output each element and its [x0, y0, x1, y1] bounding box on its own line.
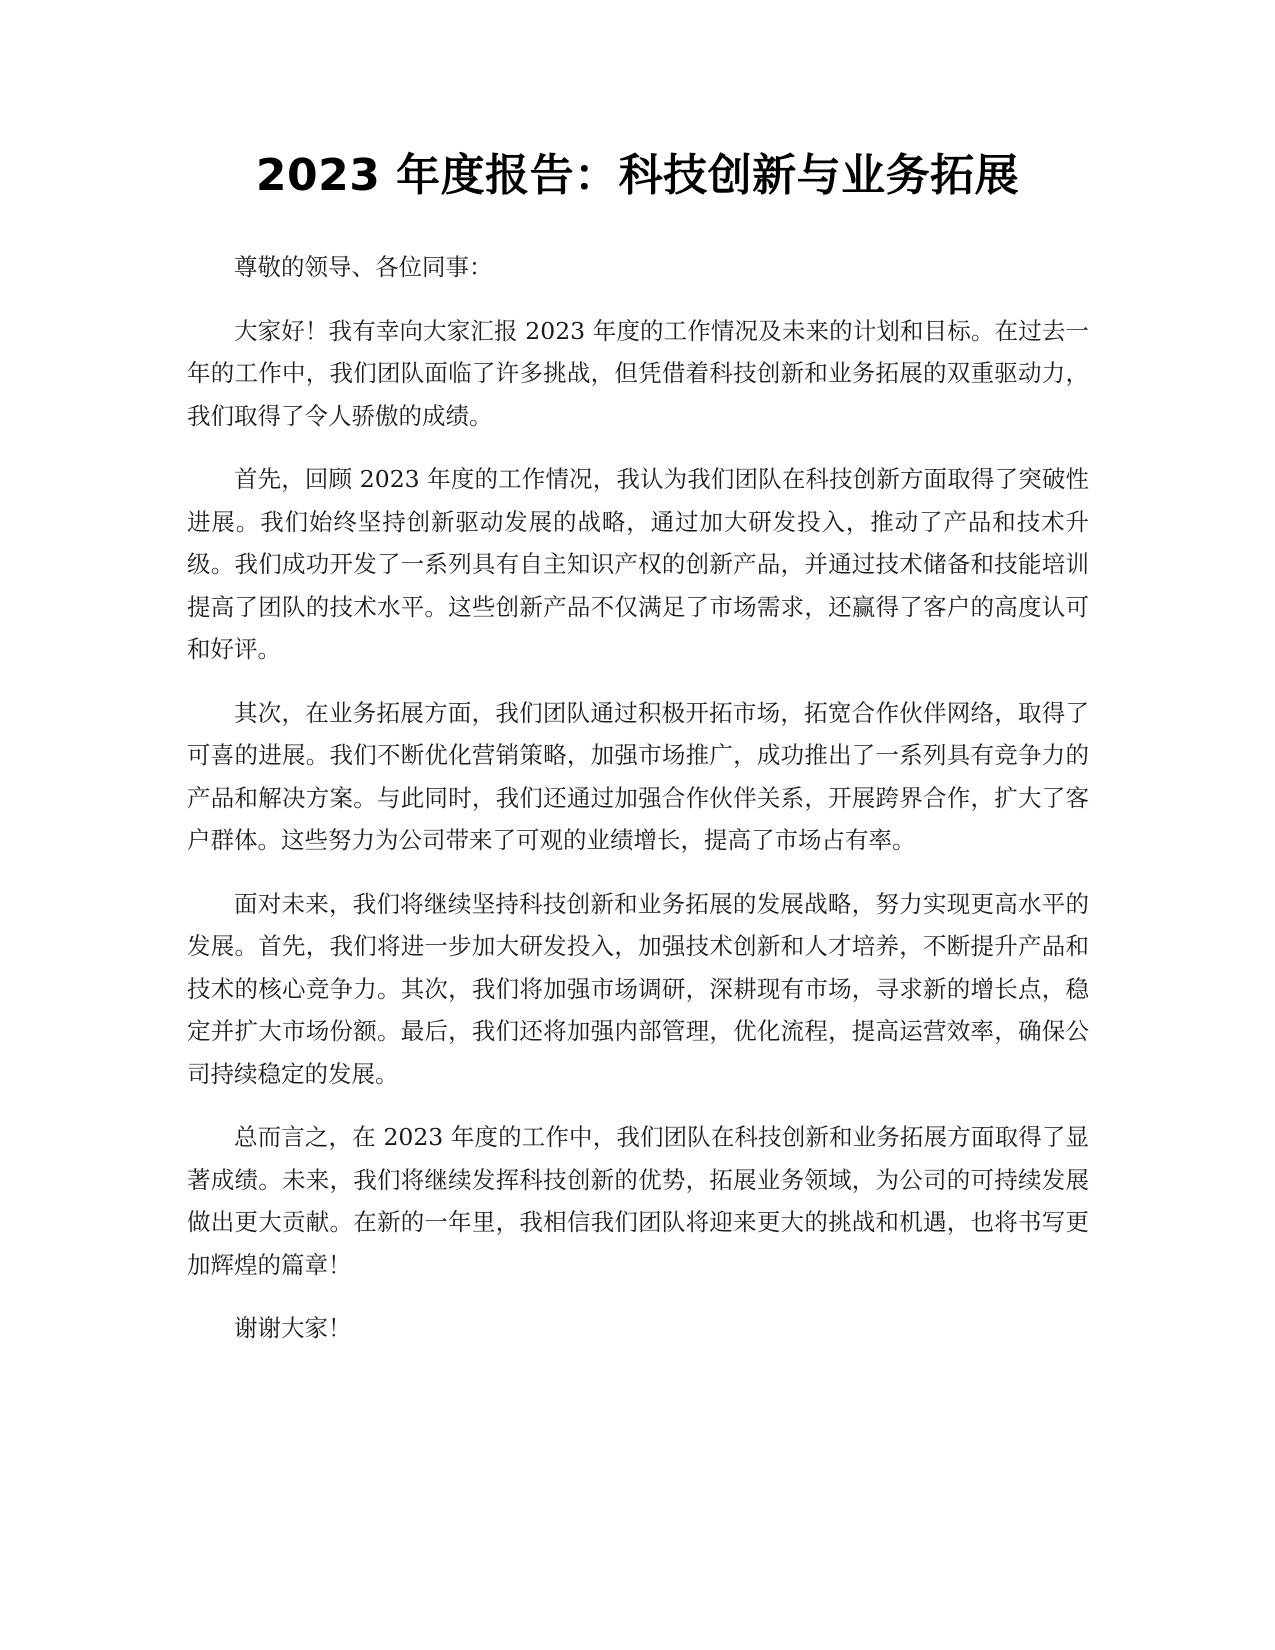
document-title: 2023 年度报告：科技创新与业务拓展: [255, 150, 1020, 201]
future-plans-paragraph: 面对未来，我们将继续坚持科技创新和业务拓展的发展战略，努力实现更高水平的发展。首先，我们将进一步加大研发投入，加强技术创新和人才培养，不断提升产品和技术的核心竞争力。其次，我们将加强市场调研，深耕现有市场，寻求新的增长点，稳定并扩大市场份额。最后，我们还将加强内部管理，优化流程，提高运营效率，确保公司持续稳定的发展。: [187, 889, 1089, 1088]
summary-paragraph: 总而言之，在 2023 年度的工作中，我们团队在科技创新和业务拓展方面取得了显著成绩。未来，我们将继续发挥科技创新的优势，拓展业务领域，为公司的可持续发展做出更大贡献。在新的一年里，我相信我们团队将迎来更大的挑战和机遇，也将书写更加辉煌的篇章！: [187, 1123, 1089, 1279]
business-expansion-paragraph: 其次，在业务拓展方面，我们团队通过积极开拓市场，拓宽合作伙伴网络，取得了可喜的进展。我们不断优化营销策略，加强市场推广，成功推出了一系列具有竞争力的产品和解决方案。与此同时，我们还通过加强合作伙伴关系，开展跨界合作，扩大了客户群体。这些努力为公司带来了可观的业绩增长，提高了市场占有率。: [187, 698, 1089, 854]
closing-paragraph: 谢谢大家！: [234, 1314, 352, 1342]
tech-innovation-paragraph: 首先，回顾 2023 年度的工作情况，我认为我们团队在科技创新方面取得了突破性进展。我们始终坚持创新驱动发展的战略，通过加大研发投入，推动了产品和技术升级。我们成功开发了一系列具有自主知识产权的创新产品，并通过技术储备和技能培训提高了团队的技术水平。这些创新产品不仅满足了市场需求，还赢得了客户的高度认可和好评。: [187, 465, 1089, 663]
greeting-paragraph: 大家好！我有幸向大家汇报 2023 年度的工作情况及未来的计划和目标。在过去一年的工作中，我们团队面临了许多挑战，但凭借着科技创新和业务拓展的双重驱动力，我们取得了令人骄傲的成绩。: [187, 316, 1089, 430]
document-body: [187, 246, 1089, 1371]
salutation-paragraph: 尊敬的领导、各位同事：: [234, 253, 493, 281]
